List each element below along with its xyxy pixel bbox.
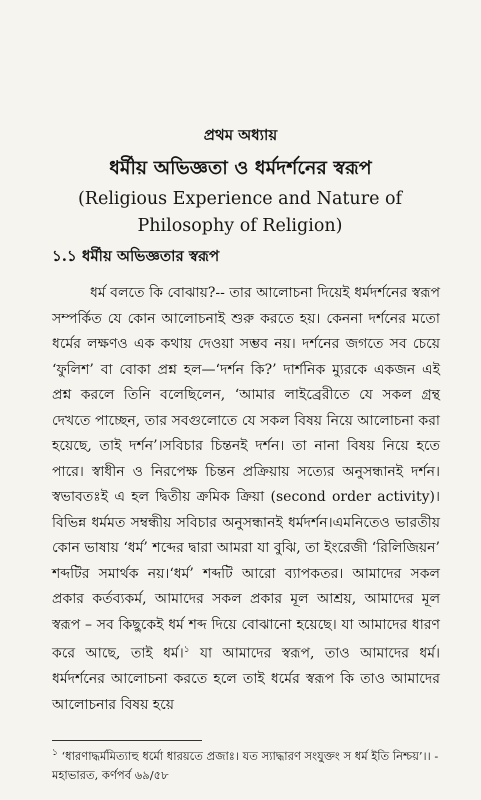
chapter-label: প্রথম অধ্যায় — [203, 126, 278, 144]
footnote — [52, 744, 440, 785]
section-number: ১.১ — [52, 247, 77, 265]
footnote-text: ‘ধারণাদ্ধর্মমিত্যাহু ধর্মো ধারয়তে প্রজাঃ। যত স্যাদ্ধারণ সংযুক্তং স ধর্ম ইতি নিশ্চয়’।। - মহাভারত, কর্ণপর্ব ৬৯/৫৮ — [52, 748, 439, 782]
chapter-title-english: (Religious Experience and Nature of Philosophy of Religion) — [77, 189, 403, 236]
chapter-title-bengali: ধর্মীয় অভিজ্ঞতা ও ধর্মদর্শনের স্বরূপ — [109, 157, 372, 179]
body-text-part-2: যা আমাদের স্বরূপ, তাও আমাদের ধর্ম। ধর্মদর্শনের আলোচনা করতে হলে তাই ধর্মের স্বরূপ কি তাও আমাদের আলোচনার বিষয় হয়ে — [52, 645, 440, 713]
footnote-reference: ১ — [183, 645, 190, 655]
footnote-mark: ১ — [52, 748, 58, 758]
footnote-divider — [52, 740, 202, 741]
body-text-part-1: ধর্ম বলতে কি বোঝায়?-- তার আলোচনা দিয়েই ধর্মদর্শনের স্বরূপ সম্পর্কিত যে কোন আলোচনাই শুরু করতে হয়। কেননা দর্শনের মতো ধর্মের লক্ষণও এক কথায় দেওয়া সম্ভব নয়। দর্শনের জগতে সব চেয়ে ‘ফুলিশ’ বা বোকা প্রশ্ন হল—‘দর্শন কি?’ দার্শনিক ম্যুরকে একজন এই প্রশ্ন করলে তিনি বলেছিলেন, ‘আমার লাইব্রেরীতে যে সকল গ্রন্থ দেখতে পাচ্ছেন, তার সবগুলোতে যে সকল বিষয় নিয়ে আলোচনা করা হয়েছে, তাই দর্শন’।সবিচার চিন্তনই দর্শন। তা নানা বিষয় নিয়ে হতে পারে। স্বাধীন ও নিরপেক্ষ চিন্তন প্রক্রিয়ায় সত্যের অনুসন্ধানই দর্শন। স্বভাবতঃই এ হল দ্বিতীয় ক্রমিক ক্রিয়া (second order activity)। বিভিন্ন ধর্মমত সম্বন্ধীয় সবিচার অনুসন্ধানই ধর্মদর্শন।এমনিতেও ভারতীয় কোন ভাষায় ‘ধর্ম’ শব্দের দ্বারা আমরা যা বুঝি, তা ইংরেজী ‘রিলিজিয়ন’ শব্দটির সমার্থক নয়।‘ধর্ম’ শব্দটি আরো ব্যাপকতর। আমাদের সকল প্রকার কর্তব্যকর্ম, আমাদের সকল প্রকার মূল আশ্রয়, আমাদের মূল স্বরূপ – সব কিছুকেই ধর্ম শব্দ দিয়ে বোঝানো হয়েছে। যা আমাদের ধারণ করে আছে, তাই ধর্ম। — [52, 285, 440, 662]
section-heading — [52, 245, 219, 270]
section-title: ধর্মীয় অভিজ্ঞতার স্বরূপ — [81, 247, 220, 265]
body-paragraph — [52, 281, 440, 718]
